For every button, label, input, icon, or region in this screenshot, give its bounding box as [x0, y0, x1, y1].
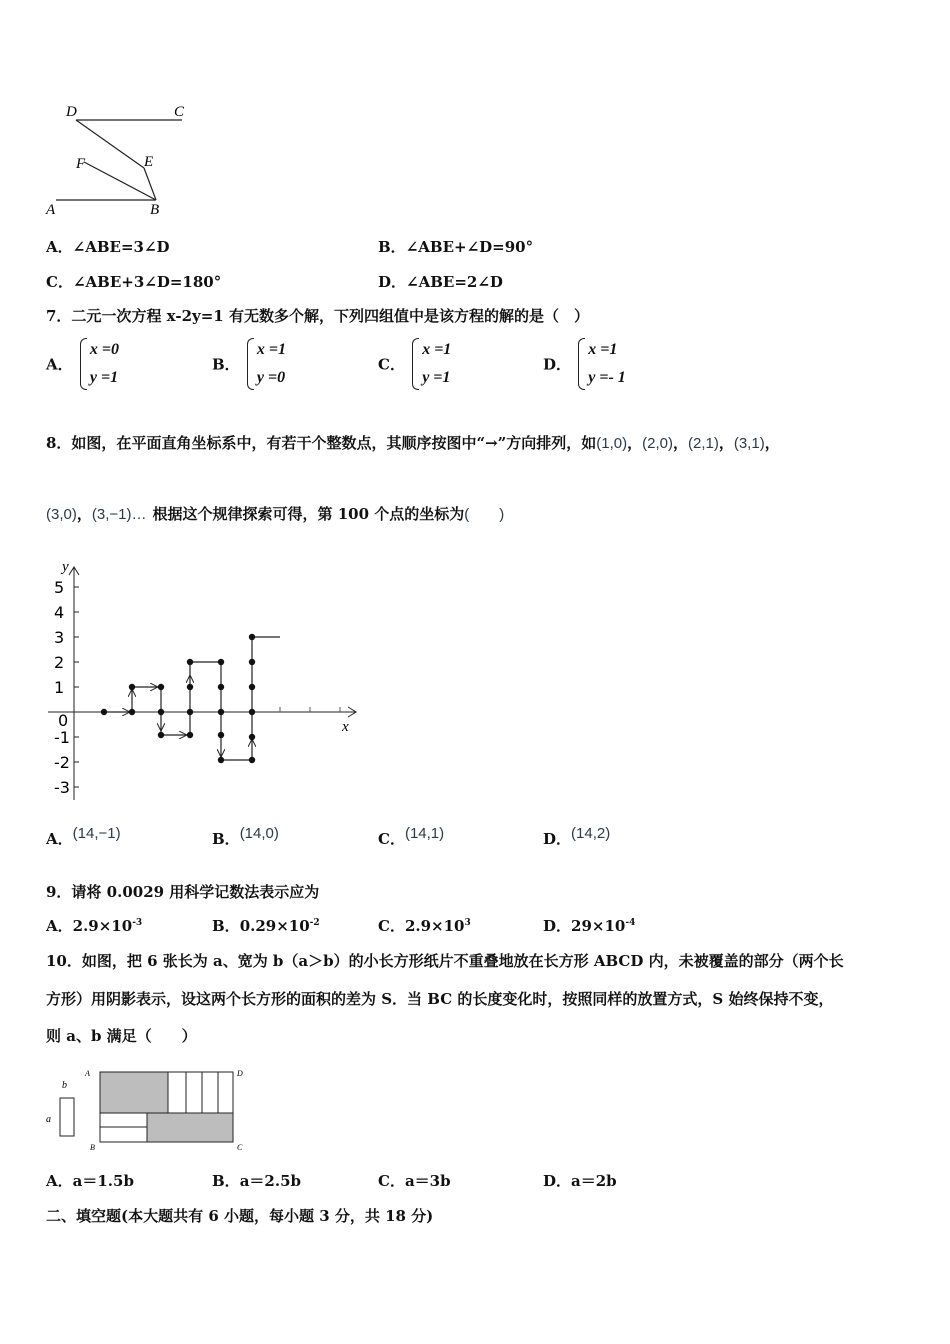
q9-option-b: B．$0.29\times 10^{-2}$ [212, 917, 320, 935]
q8-stem-line1: 8．如图，在平面直角坐标系中，有若干个整数点，其顺序按图中“→”方向排列，如(1,0)，(2,0)，(2,1)，(3,1)， [46, 434, 780, 452]
q8-option-b: B．(14,0) [212, 825, 279, 848]
y-tick-label: 3 [54, 628, 65, 647]
y-tick-label: 4 [54, 603, 65, 622]
y-tick-label: 0 [58, 711, 69, 730]
q8-option-a: A．(14,−1) [46, 825, 121, 848]
q8-stem-line2: (3,0)，(3,−1)… 根据这个规律探索可得，第 100 个点的坐标为( ) [46, 505, 505, 523]
q7-option-d: D． x =1 y =- 1 [543, 336, 626, 392]
y-tick-label: -1 [54, 728, 70, 747]
q6-option-a: A．∠ABE=3∠D [46, 238, 170, 256]
y-tick-label: 1 [54, 678, 65, 697]
label-A: A [46, 202, 56, 218]
q8-option-c: C．(14,1) [378, 825, 445, 848]
label-D: D [66, 104, 77, 120]
label-E: E [144, 154, 154, 170]
q6-option-b: B．∠ABE+∠D=90° [378, 238, 534, 256]
q9-option-a: A．$2.9\times 10^{-3}$ [46, 917, 143, 935]
y-axis-label: y [62, 559, 69, 575]
label-b: b [62, 1080, 67, 1091]
q6-option-d: D．∠ABE=2∠D [378, 273, 503, 291]
equation-system: x =0 y =1 [78, 336, 119, 392]
label-B: B [90, 1143, 95, 1152]
equation-system: x =1 y =0 [245, 336, 286, 392]
equation-system: x =1 y =1 [410, 336, 451, 392]
label-B: B [150, 202, 160, 218]
q10-stem-line3: 则 a、b 满足（ ） [46, 1027, 197, 1045]
q9-stem: 9．请将 0.0029 用科学记数法表示应为 [46, 883, 320, 901]
q8-option-d: D．(14,2) [543, 825, 611, 848]
lattice-path-graph [40, 555, 370, 805]
section-2-title: 二、填空题(本大题共有 6 小题，每小题 3 分，共 18 分) [46, 1207, 434, 1225]
y-tick-label: -3 [54, 778, 70, 797]
q10-option-c: C．a＝3b [378, 1172, 451, 1190]
q7-stem: 7．二元一次方程 x-2y=1 有无数多个解，下列四组值中是该方程的解的是（ ） [46, 307, 589, 325]
y-tick-label: -2 [54, 753, 70, 772]
q10-stem-line2: 方形）用阴影表示，设这两个长方形的面积的差为 S．当 BC 的长度变化时，按照同样的放置方式，S 始终保持不变， [46, 990, 834, 1008]
label-A: A [85, 1069, 90, 1078]
q9-option-c: C．$2.9\times 10^3$ [378, 917, 471, 935]
x-axis-label: x [342, 719, 349, 735]
q10-stem-line1: 10．如图，把 6 张长为 a、宽为 b（a＞b）的小长方形纸片不重叠地放在长方形 ABCD 内，未被覆盖的部分（两个长 [46, 952, 844, 970]
q7-option-c: C． x =1 y =1 [378, 336, 451, 392]
q9-option-d: D．$29\times 10^{-4}$ [543, 917, 636, 935]
q7-option-b: B． x =1 y =0 [212, 336, 286, 392]
q10-option-b: B．a＝2.5b [212, 1172, 301, 1190]
q7-option-a: A． x =0 y =1 [46, 336, 119, 392]
q10-option-d: D．a＝2b [543, 1172, 617, 1190]
y-tick-label: 5 [54, 578, 65, 597]
label-a: a [46, 1114, 51, 1125]
label-D: D [237, 1069, 243, 1078]
q6-option-c: C．∠ABE+3∠D=180° [46, 273, 222, 291]
label-F: F [76, 156, 86, 172]
equation-system: x =1 y =- 1 [576, 336, 626, 392]
y-tick-label: 2 [54, 653, 65, 672]
label-C: C [174, 104, 185, 120]
rectangles-figure [42, 1064, 257, 1154]
q10-option-a: A．a＝1.5b [46, 1172, 134, 1190]
label-C: C [237, 1143, 243, 1152]
angle-figure [40, 98, 200, 223]
